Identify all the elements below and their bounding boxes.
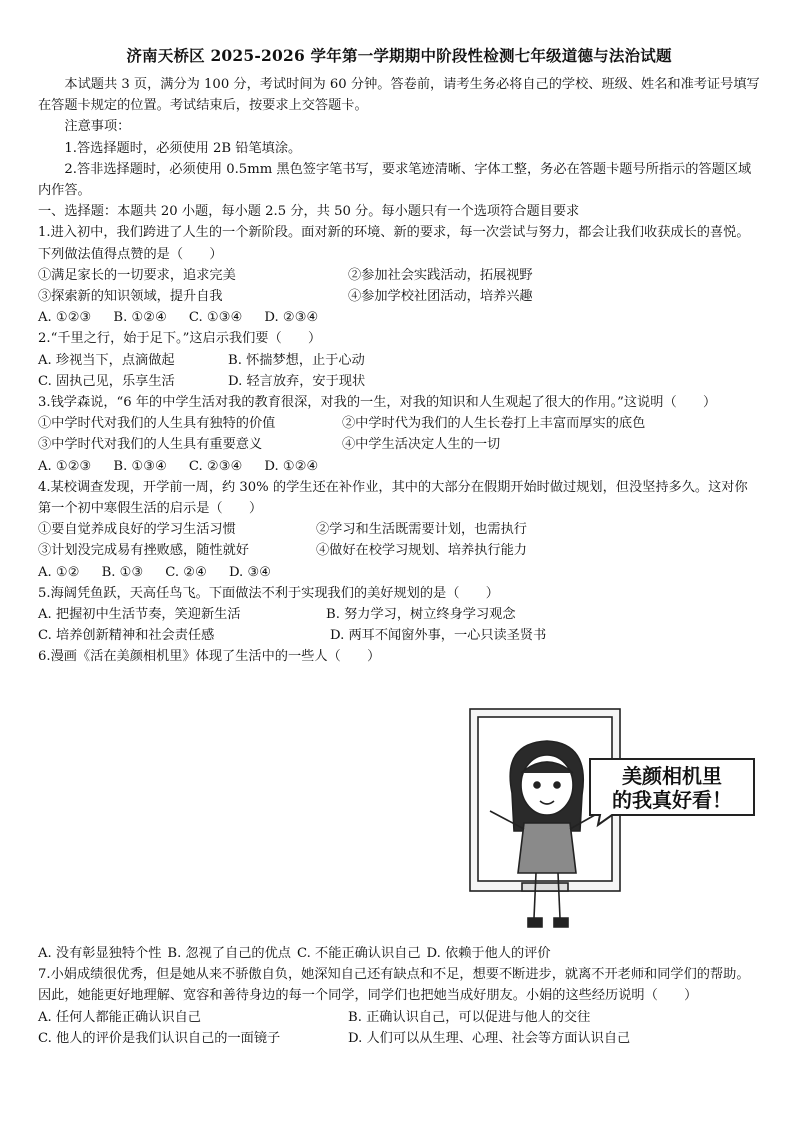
option: A. ①②③ [38, 310, 92, 326]
notice-item: 2.答非选择题时，必须使用 0.5mm 黑色签字笔书写，要求笔迹清晰、字体工整，务必在答题卡题号所指示的答题区域内作答。 [38, 161, 752, 199]
option: D. ①②④ [264, 458, 319, 474]
option: A. ①②③ [38, 458, 92, 474]
question-stem: 6.漫画《活在美颜相机里》体现了生活中的一些人（ ） [38, 649, 381, 665]
option: D. 轻言放弃，安于现状 [228, 373, 366, 389]
option: A. 没有彰显独特个性 [38, 946, 162, 961]
option: D. 人们可以从生理、心理、社会等方面认识自己 [348, 1030, 631, 1046]
question-items [38, 413, 760, 434]
question-items [38, 286, 760, 307]
answer-options [38, 625, 760, 646]
question-stem: 1.进入初中，我们跨进了人生的一个新阶段。面对新的环境、新的要求，每一次尝试与努力，都会让我们收获成长的喜悦。下列做法值得点赞的是（ ） [38, 225, 750, 262]
option: B. ①②④ [113, 310, 167, 326]
option: A. 珍视当下，点滴做起 [38, 352, 175, 368]
item: ③探索新的知识领域，提升自我 [38, 289, 223, 305]
section-heading: 一、选择题：本题共 20 小题，每小题 2.5 分，共 50 分。每小题只有一个选项符合题目要求 [38, 204, 580, 220]
question-stem: 5.海阔凭鱼跃，天高任鸟飞。下面做法不利于实现我们的美好规划的是（ ） [38, 585, 499, 601]
notice-title: 注意事项： [64, 119, 131, 135]
answer-options [38, 307, 760, 328]
question-items [38, 519, 760, 540]
answer-options [38, 350, 760, 371]
question-stem: 3.钱学森说，“6 年的中学生活对我的教育很深，对我的一生，对我的知识和人生观起了很大的作用。”这说明（ ） [38, 395, 717, 411]
exam-page [38, 44, 760, 668]
option: C. 他人的评价是我们认识自己的一面镜子 [38, 1030, 281, 1046]
option: B. 正确认识自己，可以促进与他人的交往 [348, 1009, 591, 1025]
item: ①满足家长的一切要求，追求完美 [38, 267, 236, 283]
cartoon-caption-line1: 美颜相机里 [622, 764, 722, 788]
answer-options [38, 371, 760, 392]
item: ④中学生活决定人生的一切 [342, 437, 501, 453]
answer-options [38, 943, 760, 964]
option: B. ①③ [101, 564, 144, 580]
answer-options [38, 1007, 760, 1028]
option: C. 培养创新精神和社会责任感 [38, 628, 215, 644]
item: ②学习和生活既需要计划，也需执行 [316, 522, 527, 538]
option: D. 依赖于他人的评价 [426, 946, 551, 961]
option: B. 怀揣梦想，止于心动 [228, 352, 365, 368]
option: C. 固执己见，乐享生活 [38, 373, 175, 389]
exam-page-continued [38, 943, 760, 1049]
option: A. 把握初中生活节奏，笑迎新生活 [38, 607, 241, 623]
item: ③中学时代对我们的人生具有重要意义 [38, 437, 263, 453]
option: D. ②③④ [264, 310, 319, 326]
option: D. 两耳不闻窗外事，一心只读圣贤书 [330, 628, 547, 644]
option: C. 不能正确认识自己 [297, 946, 421, 961]
cartoon-illustration [462, 703, 762, 933]
option: C. ②④ [165, 564, 207, 580]
cartoon-caption-line2: 的我真好看！ [612, 788, 732, 812]
item: ②中学时代为我们的人生长卷打上丰富而厚实的底色 [342, 416, 646, 432]
item: ①要自觉养成良好的学习生活习惯 [38, 522, 236, 538]
question-items [38, 265, 760, 286]
option: B. 忽视了自己的优点 [167, 946, 291, 961]
question-stem: 2.“千里之行，始于足下。”这启示我们要（ ） [38, 331, 322, 347]
option: A. 任何人都能正确认识自己 [38, 1009, 201, 1025]
item: ③计划没完成易有挫败感，随性就好 [38, 543, 249, 559]
item: ④参加学校社团活动，培养兴趣 [348, 289, 533, 305]
question-items [38, 434, 760, 455]
intro-text: 本试题共 3 页，满分为 100 分，考试时间为 60 分钟。答卷前，请考生务必将自己的学校、班级、姓名和准考证号填写在答题卡规定的位置。考试结束后，按要求上交答题卡。 [38, 77, 760, 114]
option: C. ①③④ [188, 310, 243, 326]
notice-item: 1.答选择题时，必须使用 2B 铅笔填涂。 [64, 140, 302, 156]
answer-options [38, 1028, 760, 1049]
item: ④做好在校学习规划、培养执行能力 [316, 543, 527, 559]
question-stem: 7.小娟成绩很优秀，但是她从来不骄傲自负，她深知自己还有缺点和不足，想要不断进步，就离不开老师和同学们的帮助。因此，她能更好地理解、宽容和善待身边的每一个同学，同学们也把她当成好朋友。小娟的这些经历说明（ ） [38, 967, 750, 1004]
option: B. 努力学习，树立终身学习观念 [326, 607, 516, 623]
option: B. ①③④ [113, 458, 167, 474]
answer-options [38, 604, 760, 625]
question-items [38, 540, 760, 561]
item: ②参加社会实践活动，拓展视野 [348, 267, 533, 283]
question-stem: 4.某校调查发现，开学前一周，约 30% 的学生还在补作业，其中的大部分在假期开始时做过规划，但没坚持多久。这对你第一个初中寒假生活的启示是（ ） [38, 479, 748, 517]
option: A. ①② [38, 564, 80, 580]
page-title: 济南天桥区 2025-2026 学年第一学期期中阶段性检测七年级道德与法治试题 [126, 46, 672, 65]
option: D. ③④ [228, 564, 272, 580]
item: ①中学时代对我们的人生具有独特的价值 [38, 416, 276, 432]
answer-options [38, 562, 760, 583]
answer-options [38, 456, 760, 477]
option: C. ②③④ [188, 458, 243, 474]
